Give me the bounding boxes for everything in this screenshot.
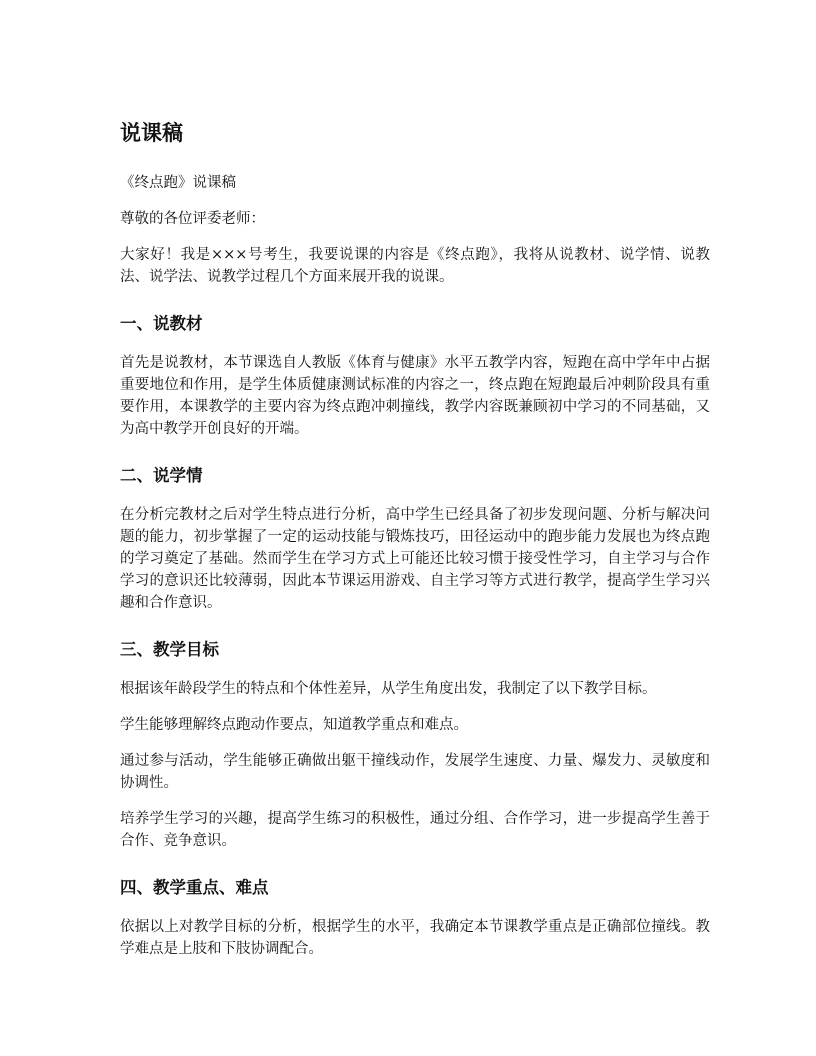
- section-paragraph: 通过参与活动，学生能够正确做出躯干撞线动作，发展学生速度、力量、爆发力、灵敏度和协调性。: [120, 753, 710, 791]
- section-paragraph: 在分析完教材之后对学生特点进行分析，高中学生已经具备了初步发现问题、分析与解决问题的能力，初步掌握了一定的运动技能与锻炼技巧，田径运动中的跑步能力发展也为终点跑的学习奠定了基础。然而学生在学习方式上可能还比较习惯于接受性学习，自主学习与合作学习的意识还比较薄弱，因此本节课运用游戏、自主学习等方式进行教学，提高学生学习兴趣和合作意识。: [120, 507, 710, 611]
- section-heading: 一、说教材: [120, 314, 203, 333]
- section-heading: 三、教学目标: [120, 640, 219, 659]
- document-title: 说课稿: [120, 121, 183, 145]
- document-page: [120, 118, 710, 974]
- intro-paragraph: 大家好！我是×××号考生，我要说课的内容是《终点跑》，我将从说教材、说学情、说教法、说学法、说教学过程几个方面来展开我的说课。: [120, 247, 710, 285]
- section-paragraph: 培养学生学习的兴趣，提高学生练习的积极性，通过分组、合作学习，进一步提高学生善于合作、竞争意识。: [120, 811, 710, 849]
- section-heading: 二、说学情: [120, 466, 203, 485]
- section-textbook: [120, 312, 710, 440]
- section-heading: 四、教学重点、难点: [120, 878, 269, 897]
- section-key-points: [120, 876, 710, 960]
- section-paragraph: 依据以上对教学目标的分析，根据学生的水平，我确定本节课教学重点是正确部位撞线。教学难点是上肢和下肢协调配合。: [120, 919, 710, 957]
- section-paragraph: 首先是说教材，本节课选自人教版《体育与健康》水平五教学内容，短跑在高中学年中占据重要地位和作用，是学生体质健康测试标准的内容之一，终点跑在短跑最后冲刺阶段具有重要作用，本课教学的主要内容为终点跑冲刺撞线，教学内容既兼顾初中学习的不同基础，又为高中教学开创良好的开端。: [120, 355, 710, 437]
- section-paragraph: 学生能够理解终点跑动作要点，知道教学重点和难点。: [120, 717, 468, 733]
- greeting: 尊敬的各位评委老师：: [120, 211, 265, 227]
- section-paragraph: 根据该年龄段学生的特点和个体性差异，从学生角度出发，我制定了以下教学目标。: [120, 681, 657, 697]
- section-objectives: [120, 638, 710, 852]
- document-subtitle: 《终点跑》说课稿: [120, 175, 236, 191]
- section-students: [120, 464, 710, 614]
